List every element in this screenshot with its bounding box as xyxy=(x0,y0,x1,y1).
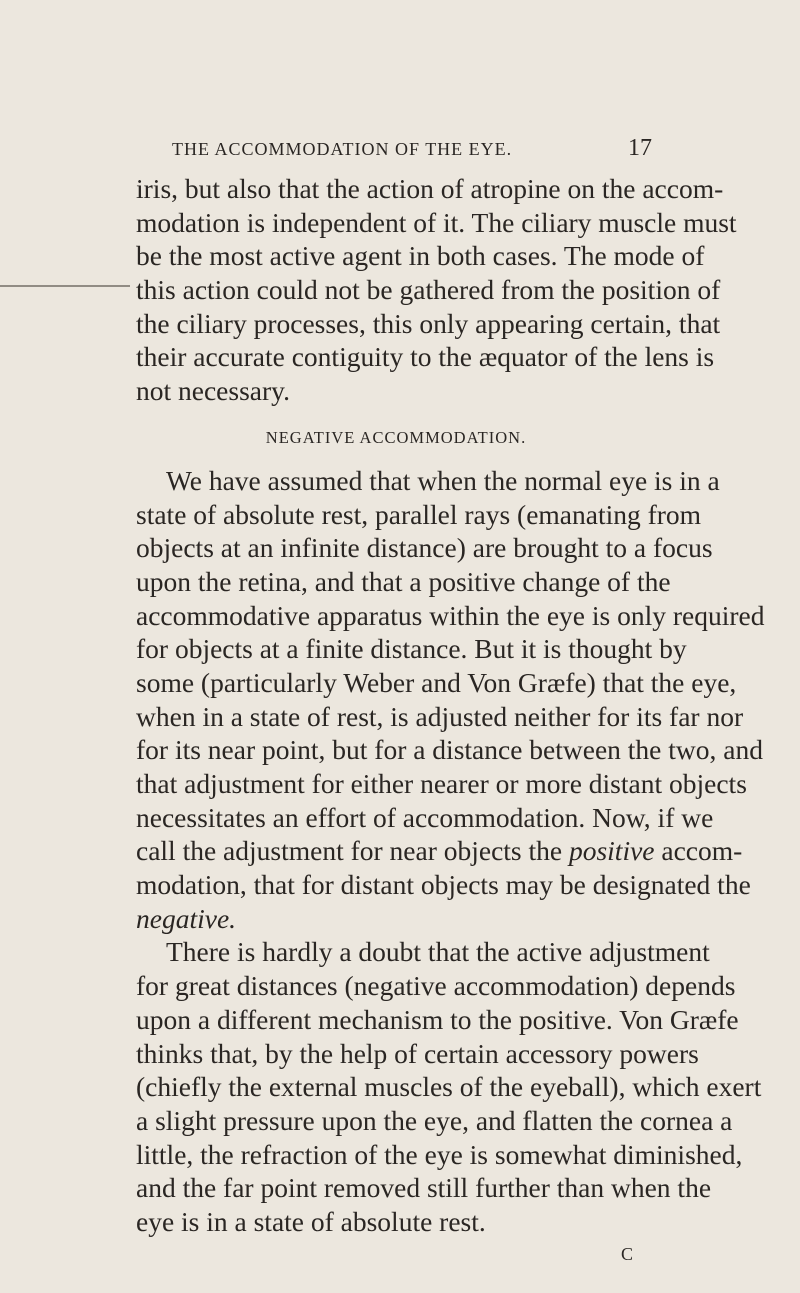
running-title: THE ACCOMMODATION OF THE EYE. xyxy=(172,139,513,159)
body-text xyxy=(136,172,765,1239)
text-line: state of absolute rest, parallel rays (emanating from xyxy=(136,498,702,530)
text-line: little, the refraction of the eye is somewhat diminished, xyxy=(136,1138,743,1170)
text-line: objects at an infinite distance) are brought to a focus xyxy=(136,532,713,564)
paragraph-1 xyxy=(136,172,737,408)
section-heading: NEGATIVE ACCOMMODATION. xyxy=(265,427,527,447)
text-line: modation, that for distant objects may be designated the xyxy=(136,869,751,901)
text-line: We have assumed that when the normal eye is in a xyxy=(166,464,720,496)
signature-mark: C xyxy=(621,1244,634,1264)
text-line: for objects at a finite distance. But it is thought by xyxy=(136,633,687,665)
paragraph-2 xyxy=(136,464,765,936)
text-line: thinks that, by the help of certain accessory powers xyxy=(136,1037,699,1069)
text-line: when in a state of rest, is adjusted neither for its far nor xyxy=(136,700,744,732)
running-header xyxy=(172,135,652,162)
text-line: modation is independent of it. The ciliary muscle must xyxy=(136,206,737,238)
text-line: accommodative apparatus within the eye is only required xyxy=(136,599,765,631)
text-line: be the most active agent in both cases. The mode of xyxy=(136,240,705,272)
text-run: call the adjustment for near objects the xyxy=(136,835,569,867)
text-line: (chiefly the external muscles of the eyeball), which exert xyxy=(136,1071,762,1103)
italic-term: positive xyxy=(568,835,655,867)
text-line: There is hardly a doubt that the active adjustment xyxy=(166,936,710,968)
page-number: 17 xyxy=(628,135,652,161)
text-line: their accurate contiguity to the æquator of the lens is xyxy=(136,341,715,373)
text-line xyxy=(136,902,656,936)
text-line: the ciliary processes, this only appearing certain, that xyxy=(136,307,721,339)
text-line: some (particularly Weber and Von Græfe) that the eye, xyxy=(136,666,737,698)
text-line: not necessary. xyxy=(136,375,290,407)
text-line: for great distances (negative accommodation) depends xyxy=(136,970,736,1002)
text-line xyxy=(136,834,743,868)
paragraph-3 xyxy=(136,935,762,1238)
italic-term: negative. xyxy=(136,902,237,934)
text-line: a slight pressure upon the eye, and flatten the cornea a xyxy=(136,1104,733,1136)
text-line: for its near point, but for a distance between the two, and xyxy=(136,734,763,766)
margin-rule xyxy=(0,285,130,287)
text-line: necessitates an effort of accommodation. Now, if we xyxy=(136,801,714,833)
text-run: accom- xyxy=(654,835,743,867)
text-line: that adjustment for either nearer or more distant objects xyxy=(136,768,747,799)
text-line: eye is in a state of absolute rest. xyxy=(136,1205,486,1237)
text-line: iris, but also that the action of atropine on the accom- xyxy=(136,173,724,204)
text-line: upon the retina, and that a positive change of the xyxy=(136,565,671,597)
text-line: and the far point removed still further than when the xyxy=(136,1172,712,1204)
text-line: this action could not be gathered from the position of xyxy=(136,274,721,306)
text-line: upon a different mechanism to the positive. Von Græfe xyxy=(136,1003,739,1035)
